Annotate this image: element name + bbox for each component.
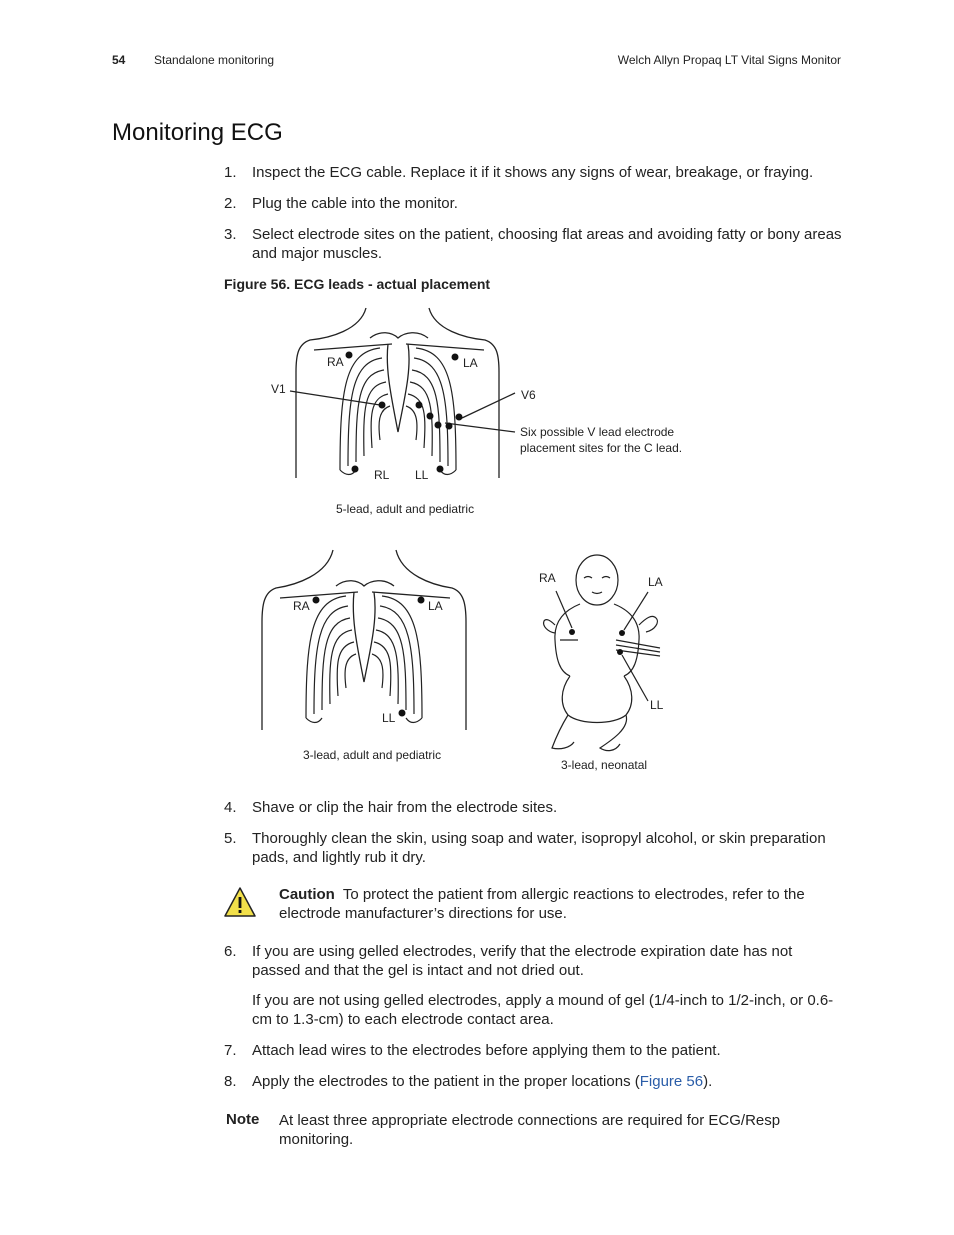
v-lead-note: Six possible V lead electrode placement sites for the C lead. xyxy=(520,425,683,455)
label-ra: RA xyxy=(539,571,556,585)
page-number: 54 xyxy=(112,53,126,67)
three-lead-torso xyxy=(262,550,466,730)
label-v1: V1 xyxy=(271,382,286,396)
caution-message xyxy=(279,885,844,923)
step-4 xyxy=(224,798,844,817)
step-number: 2. xyxy=(224,195,237,212)
note-text: At least three appropriate electrode connections are required for ECG/Resp monitoring. xyxy=(279,1112,781,1148)
label-v6: V6 xyxy=(521,388,536,402)
step-number: 3. xyxy=(224,226,237,243)
step-text xyxy=(252,1072,844,1091)
step-7 xyxy=(224,1041,844,1060)
step-number: 7. xyxy=(224,1042,237,1059)
caution-label: Caution xyxy=(279,886,335,903)
step-text-after: ). xyxy=(703,1073,713,1090)
step-text-before: Apply the electrodes to the patient in the proper locations ( xyxy=(252,1073,640,1090)
neonatal-figure xyxy=(544,555,660,751)
figure-caption: Figure 56. ECG leads - actual placement xyxy=(224,276,491,292)
step-text: Thoroughly clean the skin, using soap and water, isopropyl alcohol, or skin preparation pads, and lightly rub it dry. xyxy=(252,830,826,866)
document-title: Welch Allyn Propaq LT Vital Signs Monitor xyxy=(617,53,841,67)
step-number: 6. xyxy=(224,943,237,960)
step-number: 8. xyxy=(224,1073,237,1090)
step-text: If you are using gelled electrodes, verify that the electrode expiration date has not passed and that the gel is intact and not dried out. xyxy=(252,943,793,979)
label-ll: LL xyxy=(415,468,429,482)
step-8 xyxy=(224,1072,844,1091)
label-la: LA xyxy=(463,356,478,370)
step-number: 4. xyxy=(224,799,237,816)
label-ra: RA xyxy=(327,355,344,369)
page-title: Monitoring ECG xyxy=(112,119,283,146)
label-ll: LL xyxy=(382,711,396,725)
step-number: 5. xyxy=(224,830,237,847)
step-5 xyxy=(224,829,844,867)
figure-56-link[interactable]: Figure 56 xyxy=(639,1073,704,1090)
five-lead-caption: 5-lead, adult and pediatric xyxy=(336,502,475,516)
step-text: Attach lead wires to the electrodes before applying them to the patient. xyxy=(252,1042,721,1059)
step-text: Inspect the ECG cable. Replace it if it shows any signs of wear, breakage, or fraying. xyxy=(252,164,814,181)
step-text: Select electrode sites on the patient, choosing flat areas and avoiding fatty or bony areas and major muscles. xyxy=(252,226,842,262)
warning-triangle-icon xyxy=(224,886,256,918)
step-6-note: If you are not using gelled electrodes, apply a mound of gel (1/4-inch to 1/2-inch, or 0.6-cm to 1.3-cm) to each electrode contact area. xyxy=(252,992,834,1028)
label-ll: LL xyxy=(650,698,664,712)
label-ra: RA xyxy=(293,599,310,613)
step-6 xyxy=(224,942,844,980)
neonatal-caption: 3-lead, neonatal xyxy=(561,758,648,772)
label-la: LA xyxy=(648,575,663,589)
label-la: LA xyxy=(428,599,443,613)
five-lead-torso xyxy=(290,308,515,478)
step-text: Plug the cable into the monitor. xyxy=(252,195,458,212)
note-label: Note xyxy=(226,1111,260,1128)
step-number: 1. xyxy=(224,164,237,181)
label-rl: RL xyxy=(374,468,390,482)
step-text: Shave or clip the hair from the electrode sites. xyxy=(252,799,558,816)
section-name: Standalone monitoring xyxy=(154,53,275,67)
caution-text: To protect the patient from allergic reactions to electrodes, refer to the electrode manufacturer’s directions for use. xyxy=(279,886,805,922)
three-lead-caption: 3-lead, adult and pediatric xyxy=(303,748,442,762)
